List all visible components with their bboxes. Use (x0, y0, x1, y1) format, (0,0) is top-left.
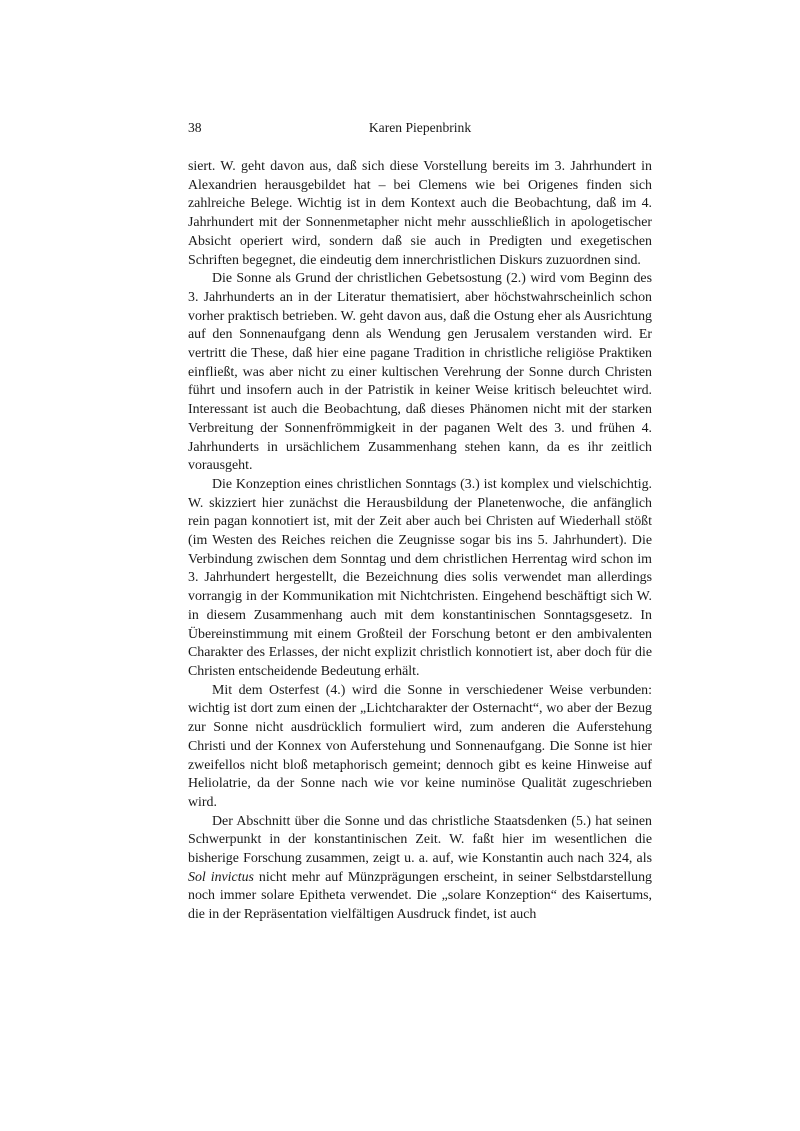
paragraph (188, 476, 652, 682)
body-text (188, 158, 652, 925)
paragraph (188, 270, 652, 476)
paragraph (188, 813, 652, 925)
paragraph (188, 682, 652, 813)
paragraph-text: Mit dem Osterfest (4.) wird die Sonne in verschiedener Weise verbunden: wichtig ist dort zum einen der „Lichtcharakter der Osternacht“, wo aber der Bezug zur Sonne nicht ausdrücklich formuliert wird, zum anderen die Auferstehung Christi und der Konnex von Auferstehung und Sonnenaufgang. Die Sonne ist hier zweifellos nicht bloß metaphorisch gemeint; dennoch gibt es keine Hinweise auf Heliolatrie, da der Sonne nach wie vor keine numinöse Qualität zugeschrieben wird. (188, 682, 652, 810)
paragraph-text: siert. W. geht davon aus, daß sich diese Vorstellung bereits im 3. Jahrhundert in Alexandrien herausgebildet hat – bei Clemens wie bei Origenes finden sich zahlreiche Belege. Wichtig ist in dem Kontext auch die Beobachtung, daß im 4. Jahrhundert mit der Sonnenmetapher nicht mehr ausschließlich in apologetischer Absicht operiert wird, sondern daß sie auch in Predigten und exegetischen Schriften begegnet, die eindeutig dem innerchristlichen Diskurs zuzuordnen sind. (188, 159, 652, 268)
paragraph-text: nicht mehr auf Münzprägungen erscheint, in seiner Selbstdarstellung noch immer solare Epitheta verwendet. Die „solare Konzeption“ des Kaisertums, die in der Repräsentation vielfältigen Ausdruck findet, ist auch (188, 869, 652, 923)
paragraph (188, 158, 652, 270)
paragraph-text: Der Abschnitt über die Sonne und das christliche Staatsdenken (5.) hat seinen Schwerpunkt in der konstantinischen Zeit. W. faßt hier im wesentlichen die bisherige Forschung zusammen, zeigt u. a. auf, wie Konstantin auch nach 324, als (188, 813, 652, 867)
page-number: 38 (188, 120, 202, 135)
page-header (188, 120, 652, 138)
italic-term: Sol invictus (188, 869, 254, 885)
paragraph-text: Die Sonne als Grund der christlichen Gebetsostung (2.) wird vom Beginn des 3. Jahrhunderts an in der Literatur thematisiert, aber höchstwahrscheinlich schon vorher praktisch betrieben. W. geht davon aus, daß die Ostung eher als Ausrichtung auf den Sonnenaufgang denn als Wendung gen Jerusalem verstanden wird. Er vertritt die These, daß hier eine pagane Tradition in christliche religiöse Praktiken einfließt, was aber nicht zu einer kultischen Verehrung der Sonne durch Christen führt und insofern auch in der Patristik in keiner Weise kritisch beleuchtet wird. Interessant ist auch die Beobachtung, daß dieses Phänomen nicht mit der starken Verbreitung der Sonnenfrömmigkeit in der paganen Welt des 3. und frühen 4. Jahrhunderts in ursächlichem Zusammenhang stehen kann, da es ihr zeitlich vorausgeht. (188, 271, 652, 474)
paragraph-text: Die Konzeption eines christlichen Sonntags (3.) ist komplex und vielschichtig. W. skizziert hier zunächst die Herausbildung der Planetenwoche, die anfänglich rein pagan konnotiert ist, mit der Zeit aber auch bei Christen auf Wiederhall stößt (im Westen des Reiches reichen die Zeugnisse sogar bis ins 5. Jahrhundert). Die Verbindung zwischen dem Sonntag und dem christlichen Herrentag wird schon im 3. Jahrhundert hergestellt, die Bezeichnung dies solis verwendet man allerdings vorrangig in der Kommunikation mit Nichtchristen. Eingehend beschäftigt sich W. in diesem Zusammenhang auch mit dem konstantinischen Sonntagsgesetz. In Übereinstimmung mit einem Großteil der Forschung betont er den ambivalenten Charakter des Erlasses, der nicht explizit christlich konnotiert ist, aber doch für die Christen entscheidende Bedeutung erhält. (188, 476, 652, 679)
running-title: Karen Piepenbrink (368, 120, 472, 135)
